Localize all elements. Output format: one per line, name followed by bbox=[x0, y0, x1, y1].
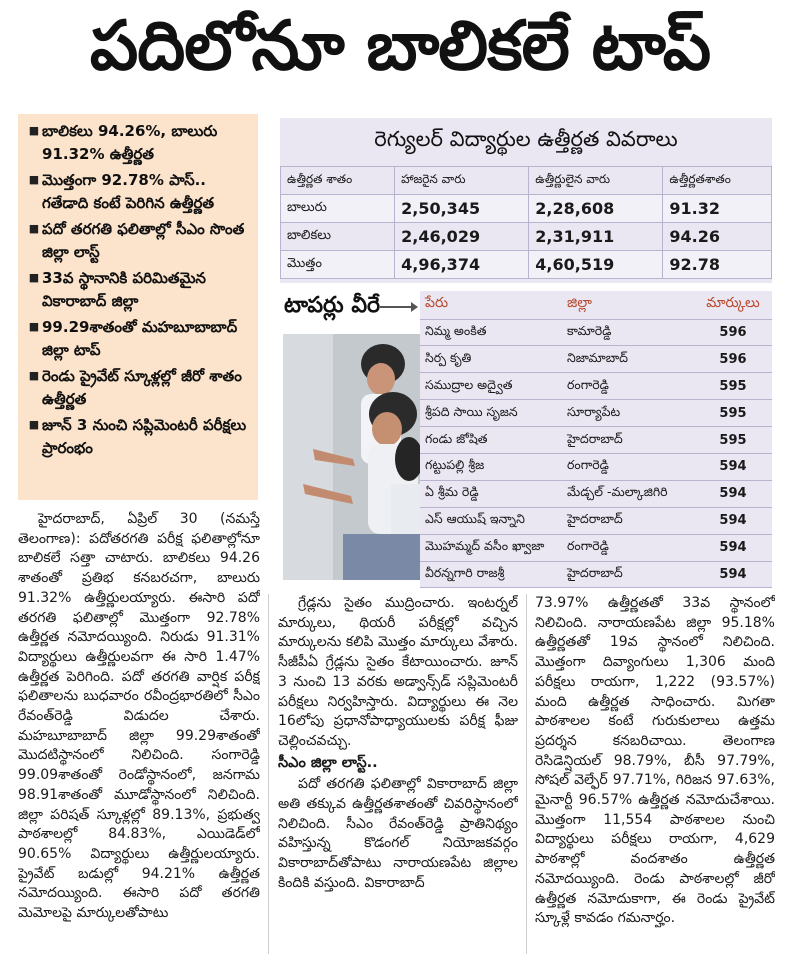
table-row bbox=[420, 453, 772, 480]
table-cell: 4,96,374 bbox=[395, 251, 529, 279]
table-cell: 2,28,608 bbox=[529, 195, 663, 223]
bullet-icon: ■ bbox=[28, 418, 40, 431]
highlight-item bbox=[26, 365, 250, 411]
topper-district: సూర్యాపేట bbox=[562, 400, 694, 427]
table-cell: 91.32 bbox=[663, 195, 772, 223]
table-row bbox=[281, 251, 772, 279]
topper-name: ఏ శ్రీమ రెడ్డి bbox=[420, 480, 562, 507]
results-table-box bbox=[280, 118, 772, 283]
highlight-text: రెండు ప్రైవేట్ స్కూళ్లల్లో జీరో శాతం ఉత్తీర్ణత bbox=[42, 367, 242, 408]
topper-name: వీరన్నగారి రాజశ్రీ bbox=[420, 561, 562, 588]
topper-district: కామారెడ్డి bbox=[562, 319, 694, 346]
column-divider bbox=[268, 594, 269, 954]
highlight-item bbox=[26, 316, 250, 362]
topper-district: రంగారెడ్డి bbox=[562, 373, 694, 400]
topper-district: రంగారెడ్డి bbox=[562, 453, 694, 480]
table-row bbox=[420, 480, 772, 507]
topper-district: రంగారెడ్డి bbox=[562, 534, 694, 561]
topper-district: నిజామాబాద్ bbox=[562, 346, 694, 373]
topper-name: గండు జోషిత bbox=[420, 427, 562, 454]
column-divider bbox=[526, 594, 527, 954]
table-header-row bbox=[420, 291, 772, 319]
topper-name: సముద్రాల అద్వైత bbox=[420, 373, 562, 400]
bullet-icon: ■ bbox=[28, 173, 40, 186]
table-row bbox=[420, 346, 772, 373]
students-photo bbox=[283, 334, 420, 580]
table-cell: మొత్తం bbox=[281, 251, 395, 279]
table-cell: 4,60,519 bbox=[529, 251, 663, 279]
table-cell: 2,31,911 bbox=[529, 223, 663, 251]
headline: పదిలోనూ బాలికలే టాప్ bbox=[89, 6, 711, 86]
topper-marks: 594 bbox=[694, 534, 772, 561]
table-row bbox=[420, 427, 772, 454]
students-illustration bbox=[283, 334, 420, 580]
topper-district: హైదరాబాద్ bbox=[562, 561, 694, 588]
topper-name: మొహమ్మద్ వసీం ఖ్వాజా bbox=[420, 534, 562, 561]
topper-name: సిర్ప కృతి bbox=[420, 346, 562, 373]
highlights-box bbox=[18, 114, 258, 500]
topper-district: హైదరాబాద్ bbox=[562, 427, 694, 454]
topper-marks: 595 bbox=[694, 373, 772, 400]
topper-district: మేడ్చల్ -మల్కాజిగిరి bbox=[562, 480, 694, 507]
table-cell: 2,50,345 bbox=[395, 195, 529, 223]
table-row bbox=[420, 319, 772, 346]
table-row bbox=[420, 373, 772, 400]
article-paragraph: గ్రేడ్లను సైతం ముద్రించారు. ఇంటర్నల్ మార్కులు, థియరీ పరీక్షల్లో వచ్చిన మార్కులను కలిపి మొత్తం మార్కులు వేశారు. సీజీపీఏ గ్రేడ్లను సైతం కేటాయించారు. జూన్ 3 నుంచి 13 వరకు అడ్వాన్స్‌డ్ సప్లిమెంటరీ పరీక్షలు నిర్వహిస్తారు. విద్యార్థులు ఈ నెల 16లోపు ప్రధానోపాధ్యాయులకు పరీక్ష ఫీజు చెల్లించవచ్చు. bbox=[278, 595, 518, 749]
topper-name: నిమ్మ అంకిత bbox=[420, 319, 562, 346]
table-row bbox=[420, 534, 772, 561]
topper-name: ఎస్ ఆయుష్ ఇన్నాని bbox=[420, 507, 562, 534]
table-header-row bbox=[281, 167, 772, 195]
topper-marks: 595 bbox=[694, 427, 772, 454]
topper-marks: 594 bbox=[694, 561, 772, 588]
highlight-text: మొత్తంగా 92.78% పాస్.. గతేడాది కంటే పెరిగిన ఉత్తీర్ణత bbox=[42, 171, 215, 212]
article-paragraph: పదో తరగతి ఫలితాల్లో వికారాబాద్ జిల్లా అతి తక్కువ ఉత్తీర్ణతశాతంతో చివరిస్థానంలో నిలిచింది. సీఎం రేవంత్‌రెడ్డి ప్రాతినిథ్యం వహిస్తున్న కొడంగల్ నియోజకవర్గం వికారాబాద్‌తోపాటు నారాయణపేట జిల్లాల కిందికి వస్తుంది. వికారాబాద్ bbox=[278, 776, 518, 891]
highlight-item bbox=[26, 218, 250, 264]
highlight-text: 99.29శాతంతో మహబూబాబాద్ జిల్లా టాప్ bbox=[42, 318, 238, 359]
results-table-title: రెగ్యులర్ విద్యార్థుల ఉత్తీర్ణత వివరాలు bbox=[374, 127, 678, 151]
table-row bbox=[420, 507, 772, 534]
bullet-icon: ■ bbox=[28, 222, 40, 235]
table-cell: బాలురు bbox=[281, 195, 395, 223]
topper-marks: 594 bbox=[694, 453, 772, 480]
article-paragraph: హైదరాబాద్, ఏప్రిల్ 30 (నమస్తే తెలంగాణ): పదోతరగతి పరీక్ష ఫలితాల్లోనూ బాలికలే సత్తా చాటారు. బాలికలు 94.26 శాతంతో ప్రతిభ కనబరచగా, బాలురు 91.32% ఉత్తీర్ణులయ్యారు. ఈసారి పదో తరగతి ఫలితాల్లో మొత్తంగా 92.78% ఉత్తీర్ణత నమోదయ్యింది. నిరుడు 91.31% విద్యార్థులు ఉత్తీర్ణులవగా ఈ సారి 1.47% ఉత్తీర్ణత పెరిగింది. పదో తరగతి వార్షిక పరీక్ష ఫలితాలను బుధవారం రవీంద్రభారతిలో సీఎం రేవంత్‌రెడ్డి విడుదల చేశారు. మహబూబాబాద్ జిల్లా 99.29శాతంతో మొదటిస్థానంలో నిలిచింది. సంగారెడ్డి 99.09శాతంతో రెండోస్థానంలో, జనగామ 98.91శాతంతో మూడోస్థానంలో నిలిచింది. జిల్లా పరిషత్ స్కూళ్లల్లో 89.13%, ప్రభుత్వ పాఠశాలల్లో 84.83%, ఎయిడెడ్‌లో 90.65% విద్యార్థులు ఉత్తీర్ణులయ్యారు. ప్రైవేట్ బడుల్లో 94.21% ఉత్తీర్ణత నమోదయ్యింది. ఈసారి పదో తరగతి మెమోలపై మార్కులతోపాటు bbox=[18, 511, 260, 922]
topper-name: శ్రీపది సాయి సృజన bbox=[420, 400, 562, 427]
article-column-1 bbox=[18, 510, 260, 950]
table-row bbox=[420, 561, 772, 588]
topper-marks: 595 bbox=[694, 400, 772, 427]
table-header-cell: ఉత్తీర్ణతశాతం bbox=[663, 167, 772, 195]
table-cell: 94.26 bbox=[663, 223, 772, 251]
table-header-cell: మార్కులు bbox=[694, 291, 772, 319]
table-row bbox=[281, 223, 772, 251]
highlight-item bbox=[26, 414, 250, 460]
table-header-cell: ఉత్తీర్ణులైన వారు bbox=[529, 167, 663, 195]
toppers-table bbox=[420, 291, 772, 588]
bullet-icon: ■ bbox=[28, 369, 40, 382]
table-header-cell: హాజరైన వారు bbox=[395, 167, 529, 195]
bullet-icon: ■ bbox=[28, 320, 40, 333]
table-row bbox=[281, 195, 772, 223]
topper-marks: 596 bbox=[694, 346, 772, 373]
highlight-text: 33వ స్థానానికి పరిమితమైన వికారాబాద్ జిల్లా bbox=[42, 269, 206, 310]
article-column-2 bbox=[278, 594, 518, 954]
topper-name: గట్టుపల్లి శ్రీజ bbox=[420, 453, 562, 480]
highlight-text: పదో తరగతి ఫలితాల్లో సీఎం సొంత జిల్లా లాస్ట్ bbox=[42, 220, 245, 261]
article-subheading: సీఎం జిల్లా లాస్ట్.. bbox=[278, 754, 378, 771]
table-cell: 2,46,029 bbox=[395, 223, 529, 251]
highlight-item bbox=[26, 169, 250, 215]
highlight-item bbox=[26, 267, 250, 313]
toppers-label: టాపర్లు వీరే bbox=[284, 293, 381, 318]
table-header-cell: జిల్లా bbox=[562, 291, 694, 319]
article-column-3 bbox=[535, 594, 775, 954]
table-header-cell: ఉత్తీర్ణత శాతం bbox=[281, 167, 395, 195]
arrow-right-icon bbox=[380, 306, 416, 308]
topper-district: హైదరాబాద్ bbox=[562, 507, 694, 534]
bullet-icon: ■ bbox=[28, 271, 40, 284]
topper-marks: 594 bbox=[694, 507, 772, 534]
table-header-cell: పేరు bbox=[420, 291, 562, 319]
results-table bbox=[280, 166, 772, 279]
table-row bbox=[420, 400, 772, 427]
table-cell: 92.78 bbox=[663, 251, 772, 279]
bullet-icon: ■ bbox=[28, 124, 40, 137]
article-paragraph: 73.97% ఉత్తీర్ణతతో 33వ స్థానంలో నిలిచింది. నారాయణపేట జిల్లా 95.18% ఉత్తీర్ణతతో 19వ స్థానంలో నిలిచింది. మొత్తంగా దివ్యాంగులు 1,306 మంది పరీక్షలు రాయగా, 1,222 (93.57%) మంది ఉత్తీర్ణత సాధించారు. మిగతా పాఠశాలల కంటే గురుకులాలు ఉత్తమ ప్రదర్శన కనబరిచాయి. తెలంగాణ రెసిడెన్షియల్ 98.79%, బీసీ 97.79%, సోషల్ వెల్ఫేర్ 97.71%, గిరిజన 97.63%, మైనార్టీ 96.57% ఉత్తీర్ణత నమోదుచేశాయి. మొత్తంగా 11,554 పాఠశాలల నుంచి విద్యార్థులు పరీక్షలు రాయగా, 4,629 పాఠశాల్లో వందశాతం ఉత్తీర్ణత నమోదయ్యింది. రెండు పాఠశాలల్లో జీరో ఉత్తీర్ణత నమోదుకాగా, ఈ రెండు ప్రైవేట్ స్కూళ్లే కావడం గమనార్హం. bbox=[535, 595, 775, 927]
table-cell: బాలికలు bbox=[281, 223, 395, 251]
highlight-text: బాలికలు 94.26%, బాలురు 91.32% ఉత్తీర్ణత bbox=[42, 122, 218, 163]
highlight-item bbox=[26, 120, 250, 166]
highlight-text: జూన్ 3 నుంచి సప్లిమెంటరీ పరీక్షలు ప్రారంభం bbox=[42, 416, 247, 457]
topper-marks: 596 bbox=[694, 319, 772, 346]
topper-marks: 594 bbox=[694, 480, 772, 507]
